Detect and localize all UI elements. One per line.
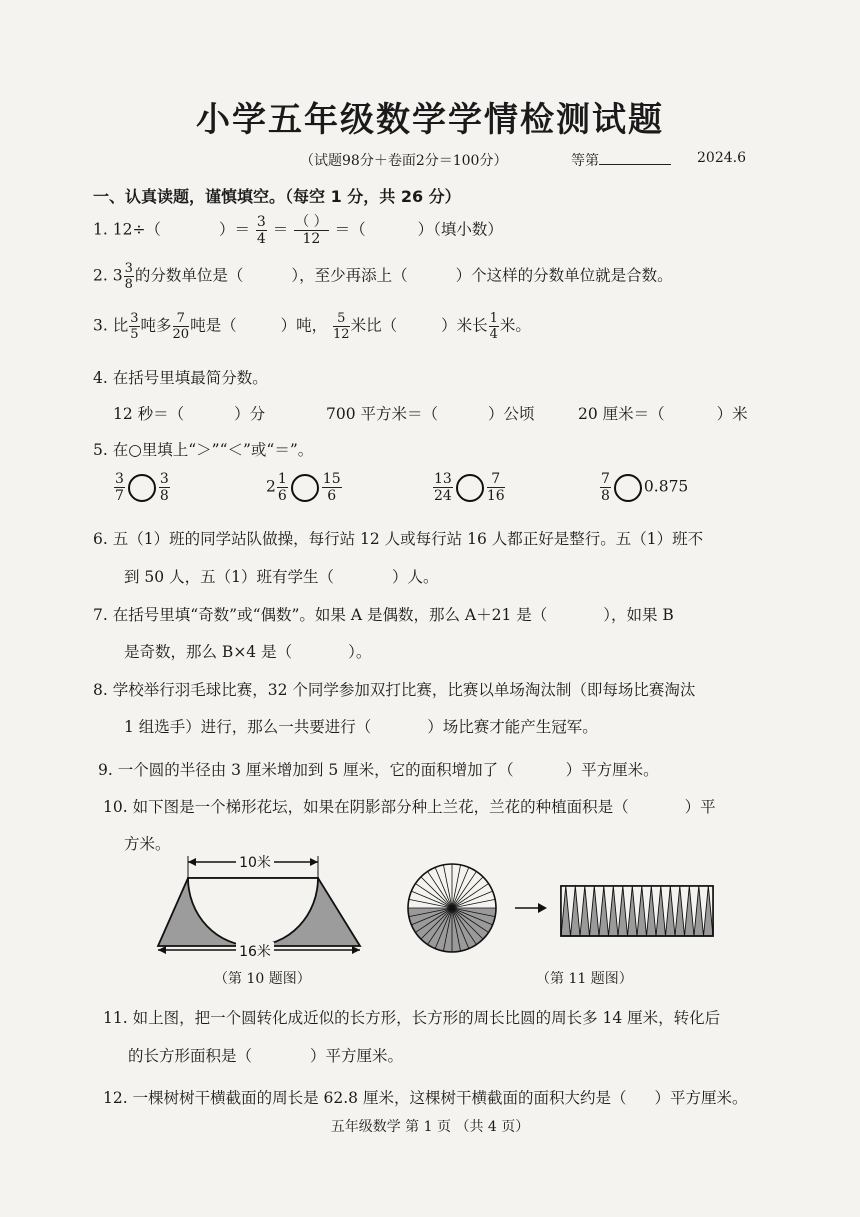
fig11-circle-rectangle-diagram (405, 858, 725, 958)
compare-item-4: $\frac{7}{8}$ 0.875 (601, 471, 689, 504)
question-7-line-2: 是奇数，那么 B×4 是（ ）。 (124, 643, 372, 661)
q1-text-c: ＝ (272, 220, 289, 239)
page-title: 小学五年级数学学情检测试题 (196, 100, 664, 140)
fig11-circle-sector-line (421, 877, 452, 908)
compare-circle[interactable] (614, 474, 642, 502)
q3-fraction-2: $\frac{7}{20}$ (172, 311, 190, 342)
compare-item-1: $\frac{3}{7}$ $\frac{3}{8}$ (115, 471, 169, 504)
q1-text-d: ＝（ (334, 220, 366, 239)
grade-blank (599, 150, 671, 165)
question-2 (93, 262, 673, 291)
q3-text-b: 吨多 (140, 316, 172, 335)
question-3 (93, 312, 531, 341)
q4-item-3: 20 厘米＝（ ）米 (578, 405, 748, 423)
question-8-line-2: 1 组选手）进行，那么一共要进行（ ）场比赛才能产生冠军。 (124, 718, 598, 736)
fig10-top-label: 10米 (239, 855, 271, 871)
compare-circle[interactable] (456, 474, 484, 502)
question-10-line-2: 方米。 (124, 835, 171, 853)
q2-text-d: ）个这样的分数单位就是合数。 (455, 266, 673, 285)
q3-fraction-4: $\frac{1}{4}$ (489, 311, 498, 342)
fig11-caption: （第 11 题图） (536, 971, 633, 987)
question-4: 4. 在括号里填最简分数。 (93, 369, 268, 387)
q1-fraction-2: $\frac{( )}{12}$ (295, 214, 328, 247)
q2-fraction: $\frac{3}{8}$ (124, 261, 133, 292)
q3-text-a: 3. 比 (93, 316, 129, 335)
q4-item-2: 700 平方米＝（ ）公顷 (326, 405, 535, 423)
q1-text-a: 1. 12÷（ (93, 220, 161, 239)
q1-text-b: ）＝ (218, 220, 250, 239)
question-6-line-1: 6. 五（1）班的同学站队做操，每行站 12 人或每行站 16 人都正好是整行。五（1）班不 (93, 530, 704, 548)
question-6-line-2: 到 50 人，五（1）班有学生（ ）人。 (124, 568, 439, 586)
question-7-line-1: 7. 在括号里填“奇数”或“偶数”。如果 A 是偶数，那么 A＋21 是（ ），如果 B (93, 606, 674, 624)
q3-text-d: ）吨， (280, 316, 328, 335)
fig11-rectangle (561, 886, 713, 936)
question-5: 5. 在○里填上“＞”“＜”或“＝”。 (93, 441, 314, 459)
question-1 (93, 215, 503, 246)
fig10-caption: （第 10 题图） (214, 971, 311, 987)
question-12: 12. 一棵树树干横截面的周长是 62.8 厘米，这棵树干横截面的面积大约是（ ）平方厘米。 (103, 1089, 748, 1107)
q1-text-e: ）（填小数） (417, 220, 503, 239)
compare-circle[interactable] (128, 474, 156, 502)
question-10-line-1: 10. 如下图是一个梯形花坛，如果在阴影部分种上兰花，兰花的种植面积是（ ）平 (103, 798, 716, 816)
question-9: 9. 一个圆的半径由 3 厘米增加到 5 厘米，它的面积增加了（ ）平方厘米。 (98, 761, 659, 779)
q3-fraction-1: $\frac{3}{5}$ (130, 311, 139, 342)
compare-circle[interactable] (291, 474, 319, 502)
grade-label: 等第 (571, 153, 599, 169)
q1-fraction-1: $\frac{3}{4}$ (256, 214, 266, 247)
exam-date: 2024.6 (697, 150, 746, 166)
q2-text-a: 2. 3 (93, 266, 123, 285)
fig10-bottom-label: 16米 (239, 944, 271, 960)
grade-field (571, 150, 671, 170)
q3-text-g: 米。 (499, 316, 531, 335)
q3-text-e: 米比（ (350, 316, 398, 335)
arrow-right-icon (538, 903, 547, 913)
fig10-trapezoid-diagram (150, 852, 370, 962)
compare-item-2: 2 $\frac{1}{6}$ $\frac{15}{6}$ (266, 471, 341, 504)
q3-text-f: ）米长 (441, 316, 488, 335)
question-11-line-2: 的长方形面积是（ ）平方厘米。 (128, 1047, 404, 1065)
q3-text-c: 吨是（ (190, 316, 237, 335)
section-heading: 一、认真读题，谨慎填空。（每空 1 分，共 26 分） (93, 187, 461, 206)
fig11-circle (408, 864, 496, 952)
q2-text-c: ），至少再添上（ (291, 266, 408, 285)
question-8-line-1: 8. 学校举行羽毛球比赛，32 个同学参加双打比赛，比赛以单场淘汰制（即每场比赛淘汰 (93, 681, 696, 699)
q2-text-b: 的分数单位是（ (134, 266, 244, 285)
fig11-circle-sector-line (452, 877, 483, 908)
page-footer: 五年级数学 第 1 页 （共 4 页） (330, 1119, 530, 1135)
question-11-line-1: 11. 如上图，把一个圆转化成近似的长方形，长方形的周长比圆的周长多 14 厘米，转化后 (103, 1009, 721, 1027)
compare-item-3: $\frac{13}{24}$ $\frac{7}{16}$ (434, 471, 505, 504)
q4-item-1: 12 秒＝（ ）分 (113, 405, 266, 423)
q3-fraction-3: $\frac{5}{12}$ (333, 311, 350, 342)
score-note: （试题98分＋卷面2分＝100分） (300, 153, 508, 169)
